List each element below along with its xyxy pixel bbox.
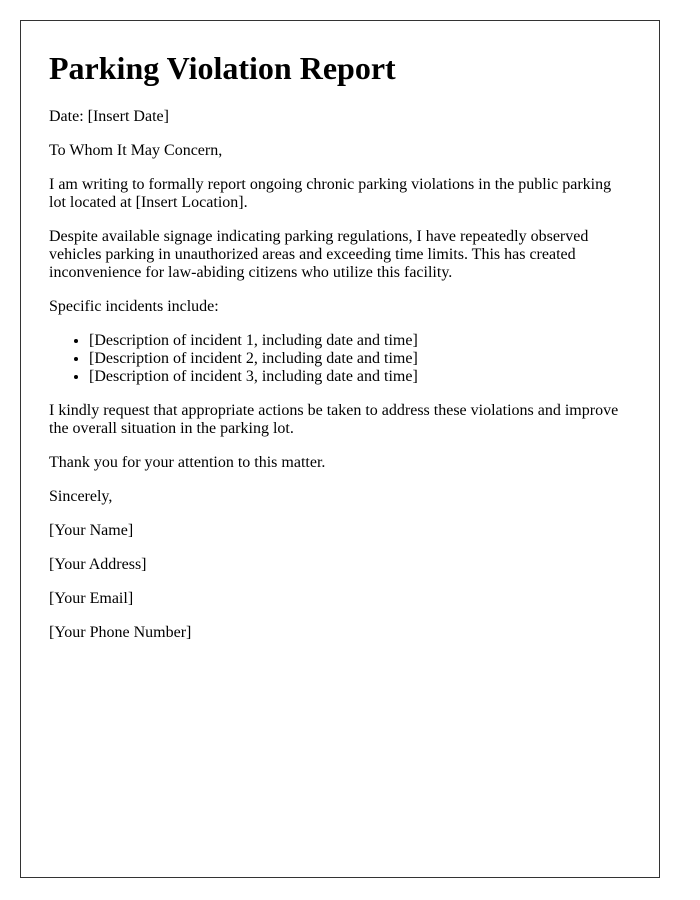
signature-phone: [Your Phone Number] [49, 624, 192, 641]
incident-item-1: • [Description of incident 1, including date and time] [89, 332, 631, 350]
date-line: Date: [Insert Date] [49, 108, 169, 125]
letter-page [20, 20, 660, 878]
incident-list [49, 332, 631, 386]
body-paragraph-1: I am writing to formally report ongoing chronic parking violations in the public parking lot located at [Insert Location]. [49, 176, 612, 211]
signature-email: [Your Email] [49, 590, 134, 607]
incident-item-3: • [Description of incident 3, including date and time] [89, 368, 631, 386]
thanks-line: Thank you for your attention to this matter. [49, 454, 326, 471]
incidents-intro: Specific incidents include: [49, 298, 219, 315]
incident-item-2: • [Description of incident 2, including date and time] [89, 350, 631, 368]
signature-address: [Your Address] [49, 556, 147, 573]
signature-name: [Your Name] [49, 522, 134, 539]
closing: Sincerely, [49, 488, 113, 505]
salutation: To Whom It May Concern, [49, 142, 223, 159]
letter-title: Parking Violation Report [49, 50, 396, 86]
body-paragraph-3: I kindly request that appropriate actions be taken to address these violations and improve the overall situation in the parking lot. [49, 402, 619, 437]
body-paragraph-2: Despite available signage indicating parking regulations, I have repeatedly observed vehicles parking in unauthorized areas and exceeding time limits. This has created inconvenience for law-abiding citizens who utilize this facility. [49, 228, 589, 281]
